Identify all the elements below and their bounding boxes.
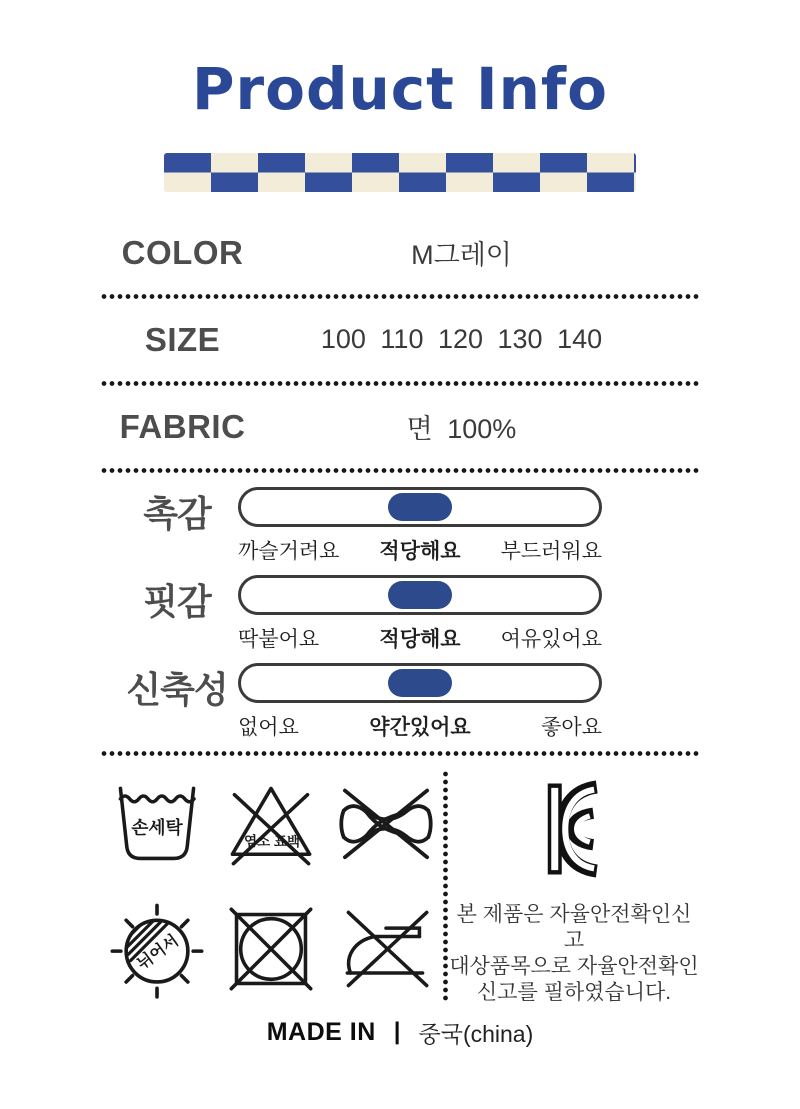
texture-label: 촉감	[143, 492, 211, 534]
fabric-label: FABRIC	[119, 407, 246, 445]
fit-slider-track	[238, 575, 602, 615]
stretch-min-label: 없어요	[238, 715, 299, 739]
texture-slider	[238, 487, 602, 563]
care-symbols-grid	[100, 762, 443, 1006]
texture-min-label: 까슬거려요	[238, 539, 340, 563]
dry-flat-shade-text: 뉘어서	[134, 932, 182, 974]
color-label: COLOR	[121, 233, 244, 271]
fabric-value: 면 100%	[406, 414, 517, 445]
hand-wash-icon	[110, 783, 204, 867]
stretch-slider	[238, 663, 602, 739]
size-value: 100 110 120 130 140	[320, 324, 603, 355]
color-row	[100, 212, 700, 294]
size-row	[100, 299, 700, 381]
texture-slider-handle	[388, 493, 452, 521]
stretch-scale	[238, 711, 602, 739]
kc-statement-line: 대상품목으로 자율안전확인	[449, 954, 699, 978]
fit-min-label: 딱붙어요	[238, 627, 320, 651]
stretch-max-label: 좋아요	[541, 715, 602, 739]
made-in-separator: |	[393, 1018, 401, 1046]
stretch-slider-row	[100, 663, 700, 739]
kc-statement-line: 신고를 필하였습니다.	[476, 980, 672, 1004]
no-bleach-text: 염소 표백	[244, 834, 301, 850]
texture-max-label: 부드러워요	[500, 539, 602, 563]
kc-statement-line: 본 제품은 자율안전확인신고	[456, 902, 692, 952]
product-info-page	[0, 56, 800, 1109]
made-in-label: MADE IN	[266, 1017, 376, 1046]
checker-band-decoration	[164, 153, 636, 192]
fit-slider	[238, 575, 602, 651]
texture-scale	[238, 535, 602, 563]
kc-certification-icon	[539, 780, 609, 878]
dotted-divider	[100, 751, 700, 756]
kc-statement	[448, 902, 700, 1006]
stretch-mid-label: 약간있어요	[369, 715, 471, 739]
no-iron-icon	[339, 902, 433, 996]
no-bleach-icon	[224, 778, 318, 872]
no-wring-icon	[336, 786, 436, 864]
fit-label: 핏감	[143, 580, 211, 622]
stretch-slider-handle	[388, 669, 452, 697]
fit-scale	[238, 623, 602, 651]
dotted-divider	[100, 468, 700, 473]
fit-slider-row	[100, 575, 700, 651]
stretch-slider-track	[238, 663, 602, 703]
fit-mid-label: 적당해요	[379, 627, 461, 651]
dry-flat-shade-icon	[107, 899, 207, 999]
hand-wash-text: 손세탁	[131, 817, 183, 838]
texture-mid-label: 적당해요	[379, 539, 461, 563]
fit-max-label: 여유있어요	[500, 627, 602, 651]
feel-sliders-section	[100, 487, 700, 739]
info-section	[100, 212, 700, 473]
stretch-label: 신축성	[126, 668, 228, 710]
fabric-row	[100, 386, 700, 468]
texture-slider-row	[100, 487, 700, 563]
size-label: SIZE	[144, 320, 221, 358]
no-tumble-dry-icon	[224, 902, 318, 996]
kc-certification-panel	[448, 762, 700, 1006]
made-in-row	[100, 1016, 700, 1049]
fit-slider-handle	[388, 581, 452, 609]
made-in-country: 중국(china)	[418, 1020, 534, 1047]
care-section	[100, 762, 700, 1006]
texture-slider-track	[238, 487, 602, 527]
color-value: M그레이	[411, 240, 512, 271]
page-title: Product Info	[191, 55, 609, 123]
